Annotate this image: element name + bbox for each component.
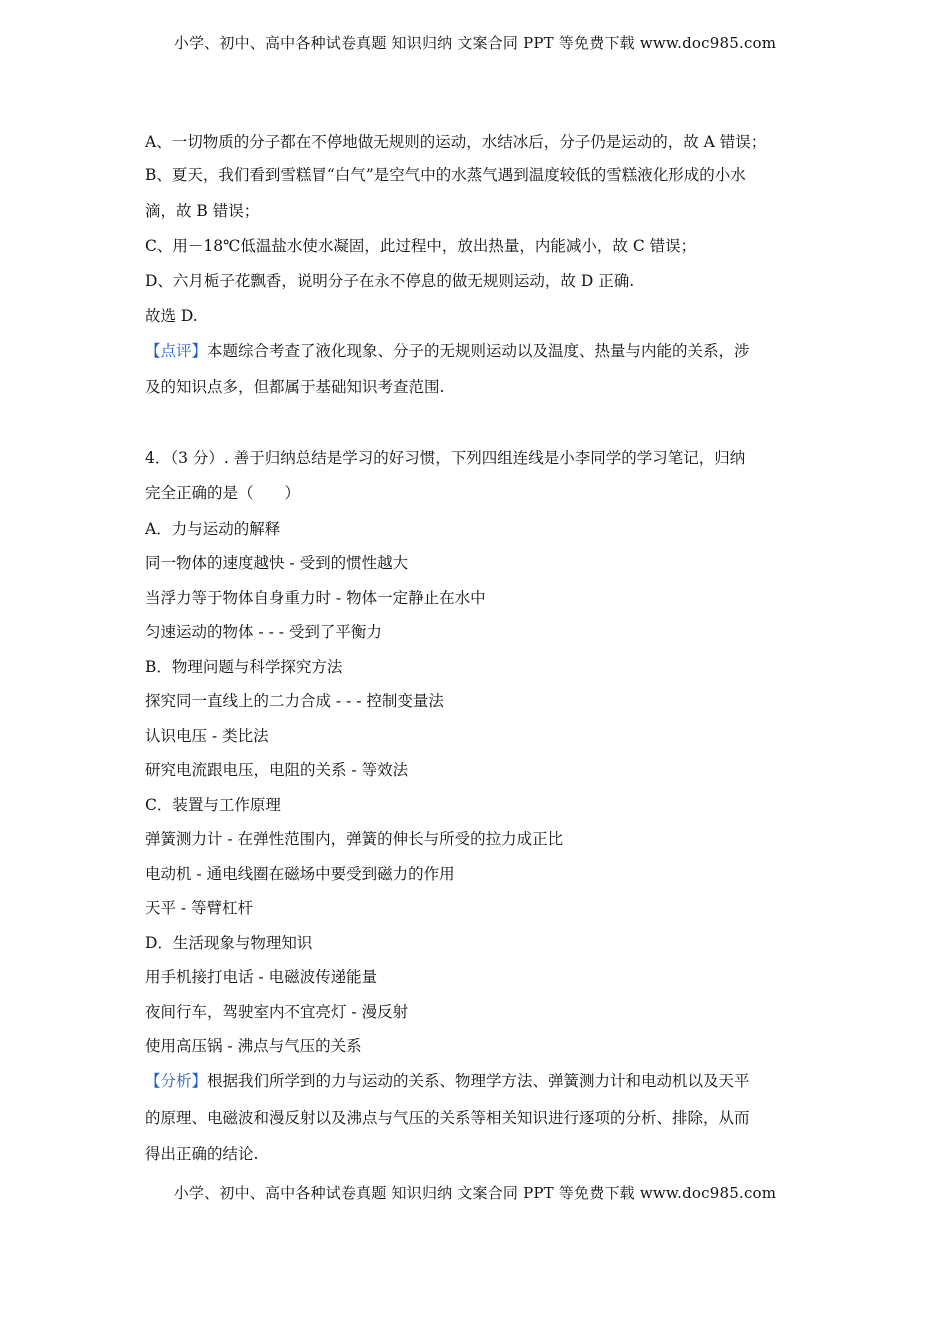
option-line: B．物理问题与科学探究方法 [145,658,343,676]
explain-line: D、六月栀子花飘香，说明分子在永不停息的做无规则运动，故 D 正确. [145,272,635,290]
option-line: 当浮力等于物体自身重力时 - 物体一定静止在水中 [145,589,486,607]
explain-line: A、一切物质的分子都在不停地做无规则的运动，水结冰后，分子仍是运动的，故 A 错误； [145,133,767,151]
comment-line: 及的知识点多，但都属于基础知识考查范围. [145,378,445,396]
explain-line: 故选 D. [145,307,198,325]
option-line: 用手机接打电话 - 电磁波传递能量 [145,968,378,986]
comment-line [145,339,750,361]
option-line: 同一物体的速度越快 - 受到的惯性越大 [145,554,409,572]
option-line: 认识电压 - 类比法 [145,727,269,745]
page-footer: 小学、初中、高中各种试卷真题 知识归纳 文案合同 PPT 等免费下载 www.doc985.com [173,1184,777,1202]
analysis-line: 的原理、电磁波和漫反射以及沸点与气压的关系等相关知识进行逐项的分析、排除，从而 [145,1109,750,1127]
analysis-text: 根据我们所学到的力与运动的关系、物理学方法、弹簧测力计和电动机以及天平 [207,1072,750,1090]
explain-line: B、夏天，我们看到雪糕冒“白气”是空气中的水蒸气遇到温度较低的雪糕液化形成的小水 [145,166,746,184]
option-line: 研究电流跟电压，电阻的关系 - 等效法 [145,761,409,779]
analysis-line: 得出正确的结论. [145,1145,259,1163]
comment-tag: 【点评】 [145,342,208,360]
option-line: 弹簧测力计 - 在弹性范围内，弹簧的伸长与所受的拉力成正比 [145,830,564,848]
explain-line: C、用－18℃低温盐水使水凝固，此过程中，放出热量，内能减小，故 C 错误； [145,237,697,255]
option-line: 天平 - 等臂杠杆 [145,899,254,917]
question-stem: 完全正确的是（ ） [145,484,301,502]
explain-line: 滴，故 B 错误； [145,202,260,220]
option-line: C．装置与工作原理 [145,796,281,814]
question-stem: 4．（3 分）. 善于归纳总结是学习的好习惯，下列四组连线是小李同学的学习笔记，归纳 [145,449,746,467]
option-line: A．力与运动的解释 [145,520,281,538]
option-line: 匀速运动的物体 - - - 受到了平衡力 [145,623,382,641]
page-header: 小学、初中、高中各种试卷真题 知识归纳 文案合同 PPT 等免费下载 www.doc985.com [173,34,777,52]
option-line: 电动机 - 通电线圈在磁场中要受到磁力的作用 [145,865,455,883]
analysis-line [145,1069,750,1091]
option-line: 使用高压锅 - 沸点与气压的关系 [145,1037,362,1055]
comment-text: 本题综合考查了液化现象、分子的无规则运动以及温度、热量与内能的关系，涉 [207,342,750,360]
analysis-tag: 【分析】 [145,1072,208,1090]
option-line: D．生活现象与物理知识 [145,934,313,952]
option-line: 夜间行车，驾驶室内不宜亮灯 - 漫反射 [145,1003,409,1021]
option-line: 探究同一直线上的二力合成 - - - 控制变量法 [145,692,444,710]
